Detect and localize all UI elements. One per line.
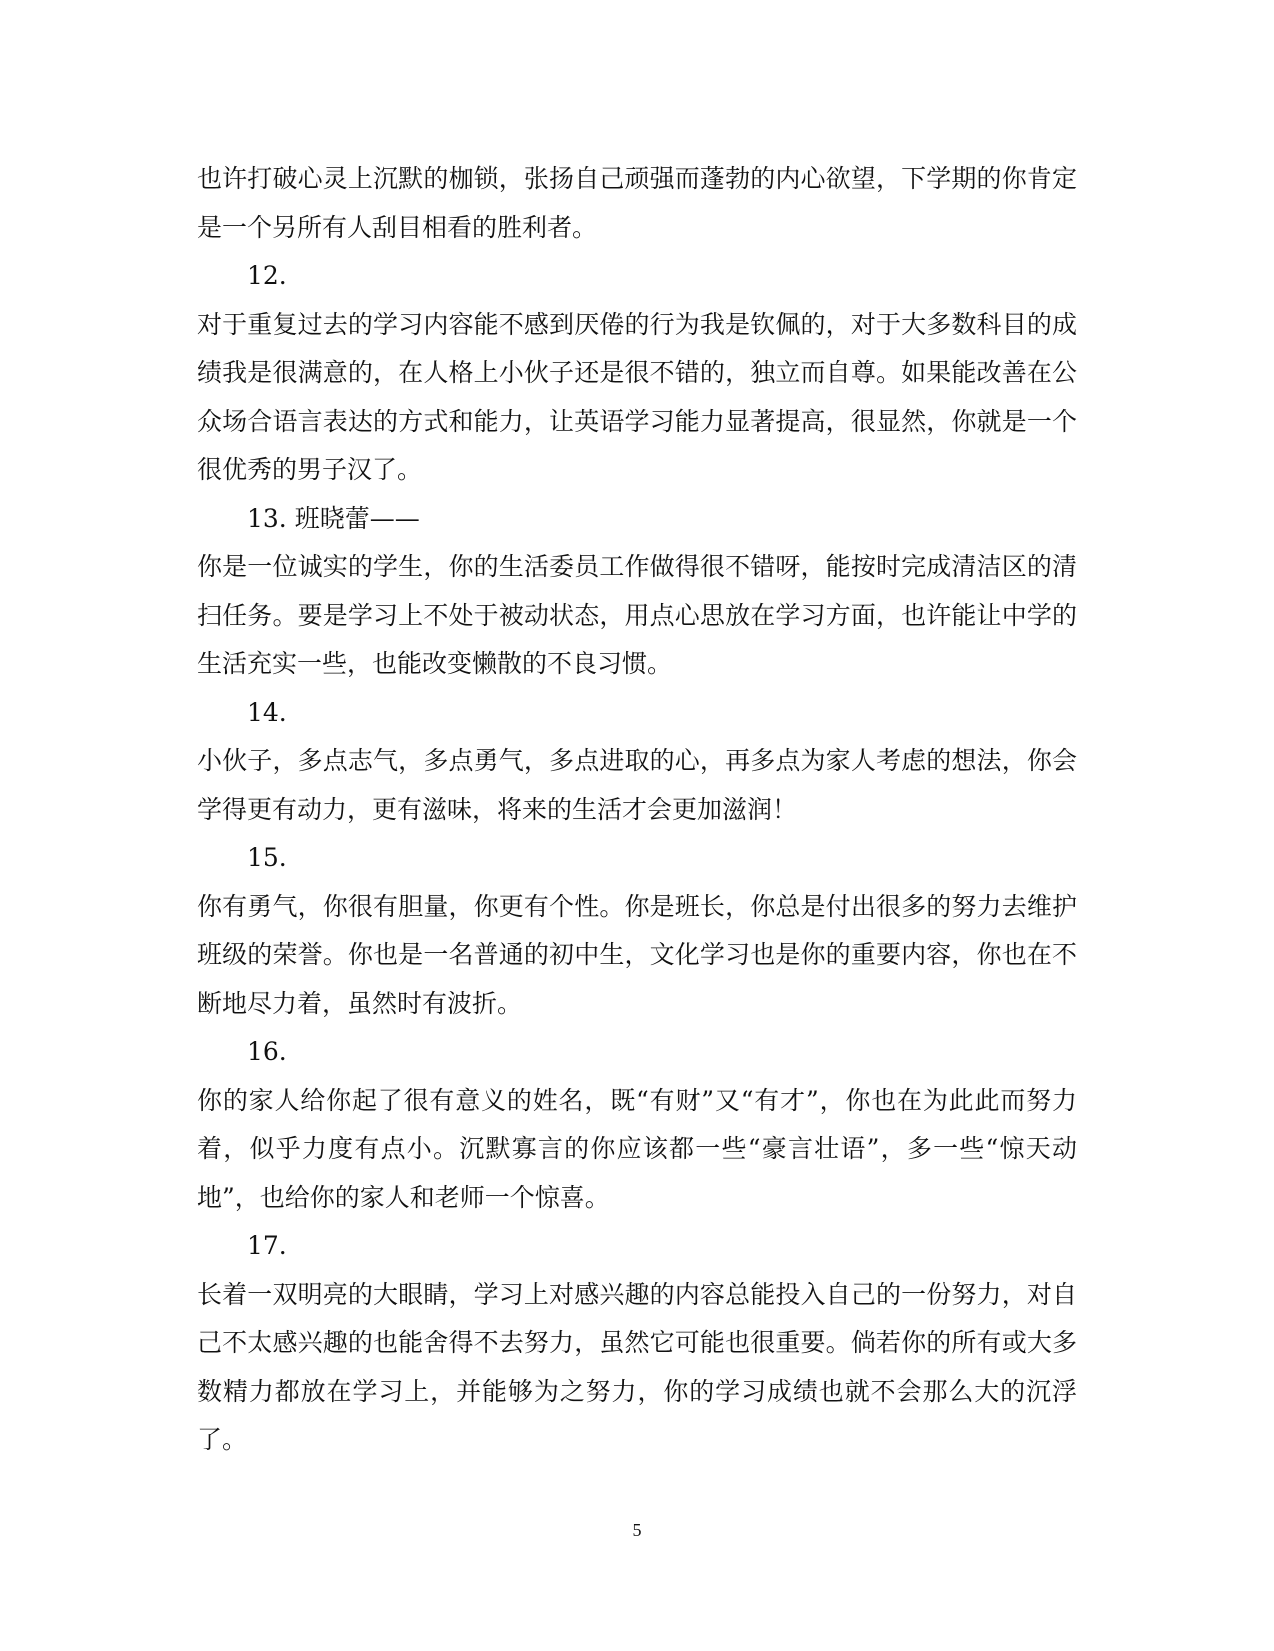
item-number: 17.	[247, 1231, 287, 1260]
paragraph: 也许打破心灵上沉默的枷锁，张扬自己顽强而蓬勃的内心欲望，下学期的你肯定是一个另所有人刮目相看的胜利者。	[197, 164, 1077, 242]
paragraph: 你有勇气，你很有胆量，你更有个性。你是班长，你总是付出很多的努力去维护班级的荣誉。你也是一名普通的初中生，文化学习也是你的重要内容，你也在不断地尽力着，虽然时有波折。	[197, 891, 1077, 1018]
paragraph: 对于重复过去的学习内容能不感到厌倦的行为我是钦佩的，对于大多数科目的成绩我是很满意的，在人格上小伙子还是很不错的，独立而自尊。如果能改善在公众场合语言表达的方式和能力，让英语学习能力显著提高，很显然，你就是一个很优秀的男子汉了。	[197, 309, 1077, 484]
paragraph: 你的家人给你起了很有意义的姓名，既“有财”又“有才”，你也在为此此而努力着，似乎力度有点小。沉默寡言的你应该都一些“豪言壮语”，多一些“惊天动地”，也给你的家人和老师一个惊喜。	[197, 1085, 1077, 1212]
paragraph: 你是一位诚实的学生，你的生活委员工作做得很不错呀，能按时完成清洁区的清扫任务。要是学习上不处于被动状态，用点心思放在学习方面，也许能让中学的生活充实一些，也能改变懒散的不良习惯。	[197, 552, 1077, 678]
item-number: 16.	[247, 1037, 287, 1066]
page-number: 5	[632, 1520, 642, 1540]
item-number: 12.	[247, 261, 287, 290]
document-body	[197, 155, 1077, 1465]
item-number: 14.	[247, 697, 287, 727]
paragraph: 长着一双明亮的大眼睛，学习上对感兴趣的内容总能投入自己的一份努力，对自己不太感兴趣的也能舍得不去努力，虽然它可能也很重要。倘若你的所有或大多数精力都放在学习上，并能够为之努力，你的学习成绩也就不会那么大的沉浮了。	[197, 1279, 1077, 1454]
item-number: 15.	[247, 843, 287, 872]
paragraph: 小伙子，多点志气，多点勇气，多点进取的心，再多点为家人考虑的想法，你会学得更有动力，更有滋味，将来的生活才会更加滋润！	[197, 746, 1077, 824]
item-number: 13. 班晓蕾——	[247, 503, 420, 533]
